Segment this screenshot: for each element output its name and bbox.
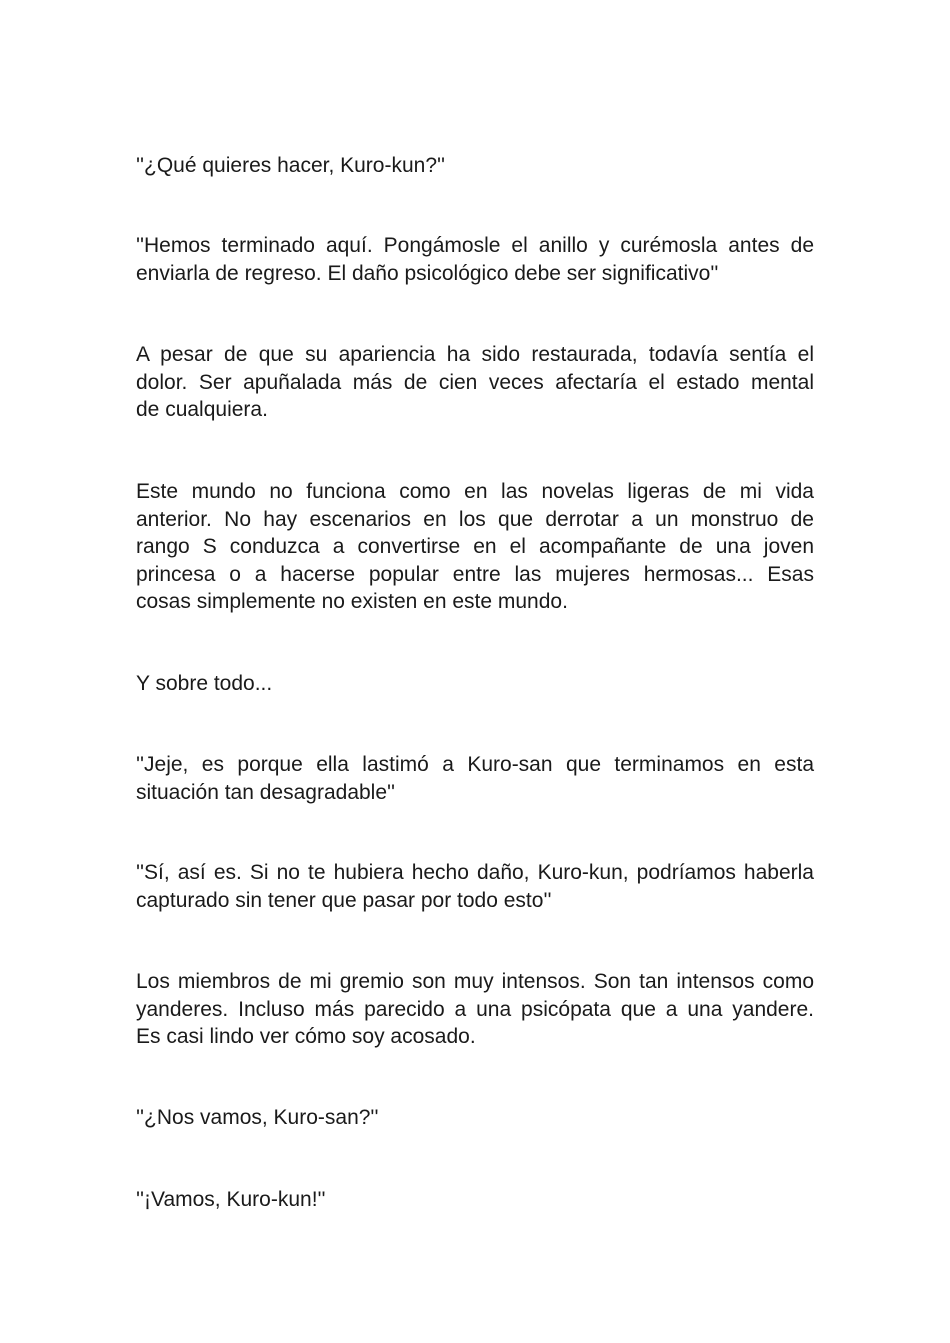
text-line: enviarla de regreso. El daño psicológico debe ser significativo'' — [136, 261, 719, 285]
text-line: ''Jeje, es porque ella lastimó a Kuro-san que terminamos en esta — [136, 753, 814, 776]
text-line: capturado sin tener que pasar por todo esto'' — [136, 888, 552, 912]
paragraph-9 — [136, 1104, 814, 1132]
text-line: ''Sí, así es. Si no te hubiera hecho daño, Kuro-kun, podríamos haberla — [136, 861, 814, 884]
paragraph-3 — [136, 341, 814, 424]
text-line: Es casi lindo ver cómo soy acosado. — [136, 1025, 476, 1049]
text-line: ''¿Nos vamos, Kuro-san?'' — [136, 1106, 379, 1129]
text-line: situación tan desagradable'' — [136, 780, 396, 804]
paragraph-5 — [136, 670, 814, 698]
text-line: cosas simplemente no existen en este mundo. — [136, 590, 568, 614]
text-line: princesa o a hacerse popular entre las mujeres hermosas... Esas — [136, 562, 814, 586]
text-line: Y sobre todo... — [136, 672, 273, 695]
paragraph-6 — [136, 751, 814, 806]
text-line: anterior. No hay escenarios en los que derrotar a un monstruo de — [136, 507, 814, 531]
text-line: ''¿Qué quieres hacer, Kuro-kun?'' — [136, 154, 446, 177]
text-line: rango S conduzca a convertirse en el acompañante de una joven — [136, 535, 814, 559]
text-line: ''Hemos terminado aquí. Pongámosle el anillo y curémosla antes de — [136, 234, 814, 257]
paragraph-4 — [136, 478, 814, 616]
text-line: yanderes. Incluso más parecido a una psicópata que a una yandere. — [136, 997, 814, 1021]
text-line: de cualquiera. — [136, 398, 268, 422]
paragraph-8 — [136, 968, 814, 1051]
paragraph-10 — [136, 1186, 814, 1214]
text-line: Los miembros de mi gremio son muy intensos. Son tan intensos como — [136, 970, 814, 993]
text-line: Este mundo no funciona como en las novelas ligeras de mi vida — [136, 480, 814, 503]
text-line: ''¡Vamos, Kuro-kun!'' — [136, 1188, 326, 1211]
paragraph-1 — [136, 152, 814, 180]
text-line: A pesar de que su apariencia ha sido restaurada, todavía sentía el — [136, 343, 814, 366]
paragraph-7 — [136, 859, 814, 914]
paragraph-2 — [136, 232, 814, 287]
text-line: dolor. Ser apuñalada más de cien veces afectaría el estado mental — [136, 370, 814, 394]
